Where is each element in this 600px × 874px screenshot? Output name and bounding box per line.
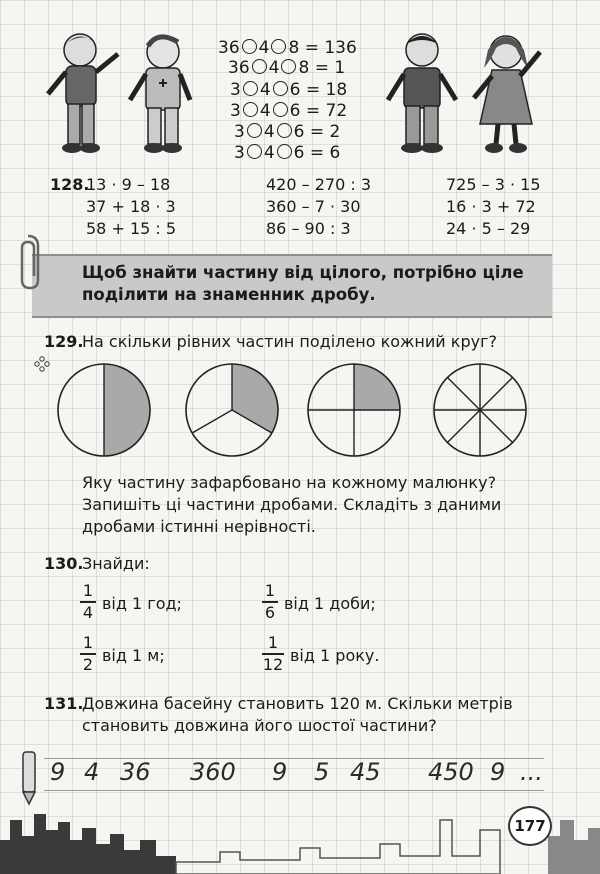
exercise-128-expr: 13 · 9 – 18 bbox=[86, 175, 171, 194]
doctor-boy-cartoon-illustration bbox=[118, 28, 208, 163]
fraction-one-quarter: 1 4 bbox=[80, 582, 96, 622]
handwritten-number: 450 bbox=[428, 758, 474, 786]
fraction-one-twelfth: 1 12 bbox=[262, 633, 284, 674]
exercise-129-text-line-3: дробами істинні нерівності. bbox=[82, 517, 316, 536]
exercise-128-expr: 16 · 3 + 72 bbox=[446, 197, 536, 216]
handwritten-number: ... bbox=[520, 758, 543, 786]
exercise-128-expr: 360 – 7 · 30 bbox=[266, 197, 361, 216]
exercise-130-title: Знайди: bbox=[82, 554, 150, 573]
handwritten-number: 5 bbox=[314, 758, 330, 786]
puzzle-equation-2: 36 4 8 = 1 bbox=[228, 58, 346, 78]
shaded-sector bbox=[104, 364, 150, 456]
division-line bbox=[480, 377, 513, 410]
diamond-dots-icon bbox=[34, 356, 50, 372]
exercise-129-question: На скільки рівних частин поділено кожний круг? bbox=[82, 332, 497, 351]
puzzle-equation-6: 3 4 6 = 6 bbox=[234, 143, 341, 163]
puzzle-equation-4: 3 4 6 = 72 bbox=[230, 101, 348, 121]
fraction-circles bbox=[50, 360, 540, 460]
puzzle-equation-1: 36 4 8 = 136 bbox=[218, 38, 357, 58]
division-line bbox=[447, 377, 480, 410]
pencil-icon bbox=[14, 748, 44, 808]
exercise-128-number: 128. bbox=[50, 175, 90, 194]
handwritten-number: 45 bbox=[350, 758, 381, 786]
fraction-one-half: 1 2 bbox=[80, 634, 96, 674]
exercise-131-line-2: становить довжина його шостої частини? bbox=[82, 716, 437, 735]
exercise-131-number: 131. bbox=[44, 694, 84, 713]
paperclip-icon bbox=[8, 232, 48, 292]
handwritten-number: 360 bbox=[190, 758, 236, 786]
handwritten-number: 36 bbox=[120, 758, 151, 786]
exercise-128-expr: 725 – 3 · 15 bbox=[446, 175, 541, 194]
page-number: 177 bbox=[508, 806, 552, 846]
fraction-text: від 1 року. bbox=[290, 646, 380, 665]
exercise-130-number: 130. bbox=[44, 554, 84, 573]
division-line bbox=[480, 410, 513, 443]
fraction-circle bbox=[434, 364, 526, 456]
division-line bbox=[447, 410, 480, 443]
exercise-128-expr: 24 · 5 – 29 bbox=[446, 219, 531, 238]
girl-cartoon-illustration bbox=[460, 28, 550, 163]
city-skyline-illustration bbox=[0, 800, 600, 874]
handwritten-number: 4 bbox=[84, 758, 100, 786]
handwritten-number: 9 bbox=[50, 758, 66, 786]
fraction-text: від 1 год; bbox=[102, 594, 182, 613]
puzzle-equation-5: 3 4 6 = 2 bbox=[234, 122, 341, 142]
handwritten-number: 9 bbox=[272, 758, 288, 786]
exercise-131-line-1: Довжина басейну становить 120 м. Скільки метрів bbox=[82, 694, 513, 713]
fraction-text: від 1 доби; bbox=[284, 594, 376, 613]
puzzle-equation-3: 3 4 6 = 18 bbox=[230, 80, 348, 100]
rule-box bbox=[32, 254, 552, 318]
boy-overalls-cartoon-illustration bbox=[378, 28, 468, 163]
exercise-128-expr: 420 – 270 : 3 bbox=[266, 175, 371, 194]
exercise-129-text-line-2: Запишіть ці частини дробами. Складіть з даними bbox=[82, 495, 502, 514]
exercise-128-expr: 37 + 18 · 3 bbox=[86, 197, 176, 216]
exercise-128-expr: 86 – 90 : 3 bbox=[266, 219, 351, 238]
boy-cartoon-illustration bbox=[38, 28, 128, 163]
fraction-one-sixth: 1 6 bbox=[262, 582, 278, 622]
fraction-text: від 1 м; bbox=[102, 646, 165, 665]
division-line bbox=[192, 410, 232, 433]
fraction-circle bbox=[58, 364, 150, 456]
exercise-129-number: 129. bbox=[44, 332, 84, 351]
handwriting-row bbox=[50, 758, 543, 790]
handwriting-guide-bottom bbox=[44, 790, 544, 791]
fraction-circle bbox=[308, 364, 400, 456]
handwritten-number: 9 bbox=[490, 758, 506, 786]
exercise-128-expr: 58 + 15 : 5 bbox=[86, 219, 177, 238]
fraction-circle bbox=[186, 364, 278, 456]
rule-text: Щоб знайти частину від цілого, потрібно ціле поділити на знаменник дробу. bbox=[82, 263, 524, 304]
exercise-129-text-line-1: Яку частину зафарбовано на кожному малюнку? bbox=[82, 473, 497, 492]
